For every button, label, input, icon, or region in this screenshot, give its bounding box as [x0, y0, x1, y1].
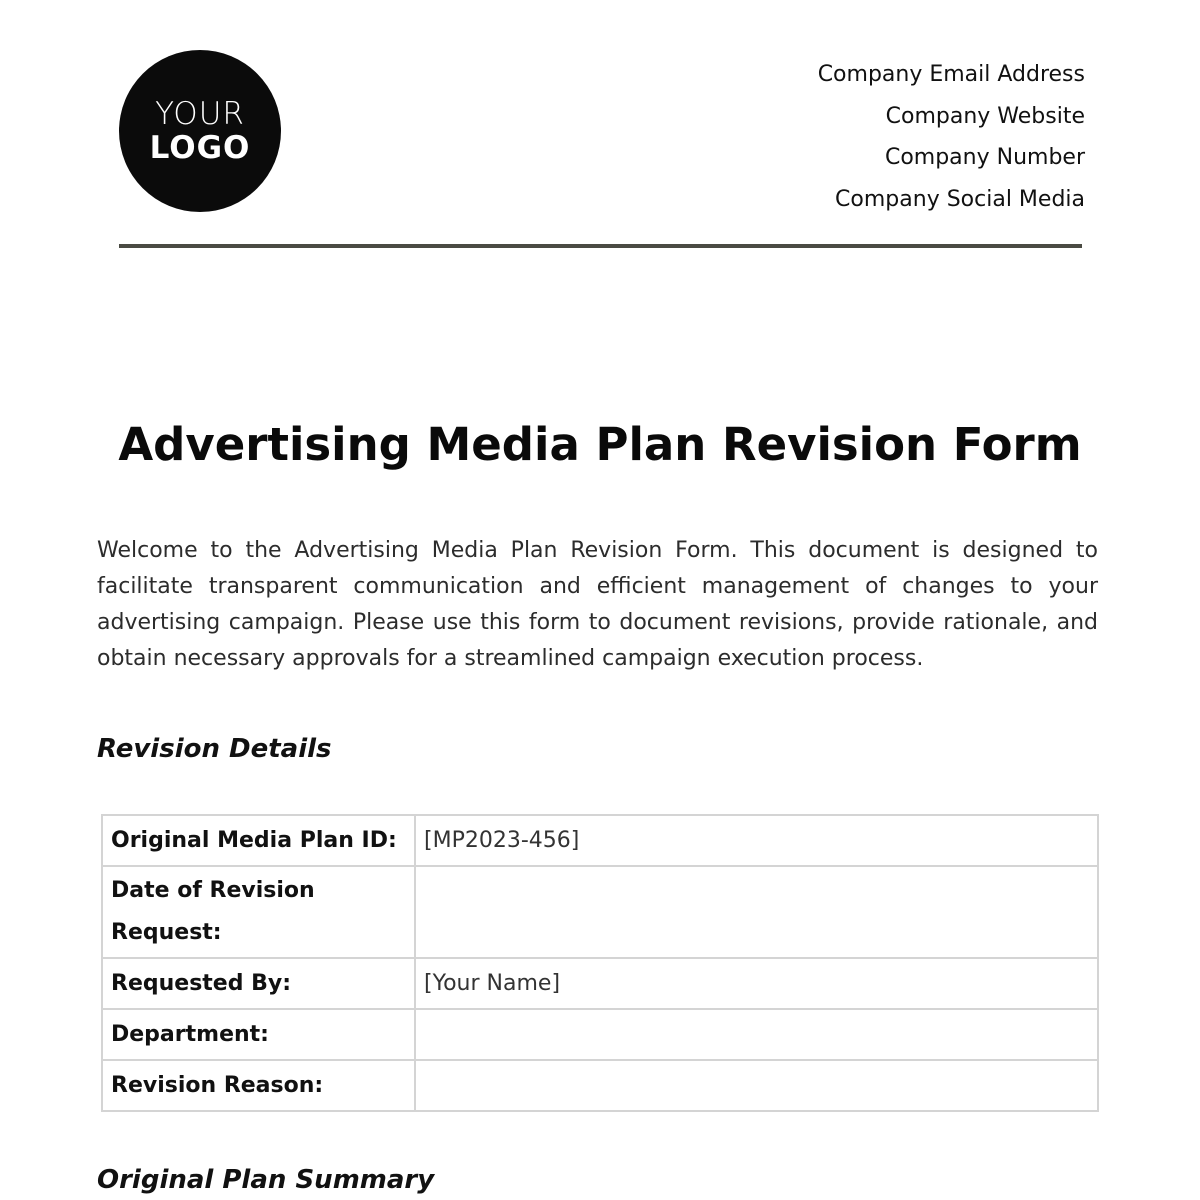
table-row [102, 958, 1098, 1009]
table-row [102, 1060, 1098, 1111]
table-row [102, 815, 1098, 866]
field-label-original-media-plan-id: Original Media Plan ID: [102, 815, 415, 866]
company-social-media: Company Social Media [835, 186, 1085, 212]
table-row [102, 1009, 1098, 1060]
field-value-department[interactable] [415, 1009, 1098, 1060]
section-heading-original-plan-summary: Original Plan Summary [97, 1165, 435, 1195]
field-value-requested-by[interactable]: [Your Name] [415, 958, 1098, 1009]
header-divider [119, 244, 1082, 248]
field-label-requested-by: Requested By: [102, 958, 415, 1009]
logo-text-line1: YOUR [155, 96, 245, 132]
section-heading-revision-details: Revision Details [97, 734, 332, 764]
intro-paragraph: Welcome to the Advertising Media Plan Revision Form. This document is designed to facilitate transparent communication and efficient management of changes to your advertising campaign. Please use this form to document revisions, provide rationale, and obtain necessary approvals for a streamlined campaign execution process. [97, 538, 1098, 671]
document-title: Advertising Media Plan Revision Form [118, 418, 1082, 471]
logo-text-line2: LOGO [149, 130, 251, 166]
field-value-original-media-plan-id[interactable]: [MP2023-456] [415, 815, 1098, 866]
company-logo [119, 50, 281, 212]
field-label-date-of-revision-request: Date of Revision Request: [102, 866, 415, 958]
field-value-revision-reason[interactable] [415, 1060, 1098, 1111]
field-label-department: Department: [102, 1009, 415, 1060]
company-number: Company Number [884, 145, 1085, 170]
company-contact-block [818, 54, 1085, 220]
revision-details-table [101, 814, 1099, 1112]
table-row [102, 866, 1098, 958]
field-label-revision-reason: Revision Reason: [102, 1060, 415, 1111]
company-website: Company Website [885, 103, 1085, 129]
company-email: Company Email Address [817, 62, 1085, 87]
field-value-date-of-revision-request[interactable] [415, 866, 1098, 958]
